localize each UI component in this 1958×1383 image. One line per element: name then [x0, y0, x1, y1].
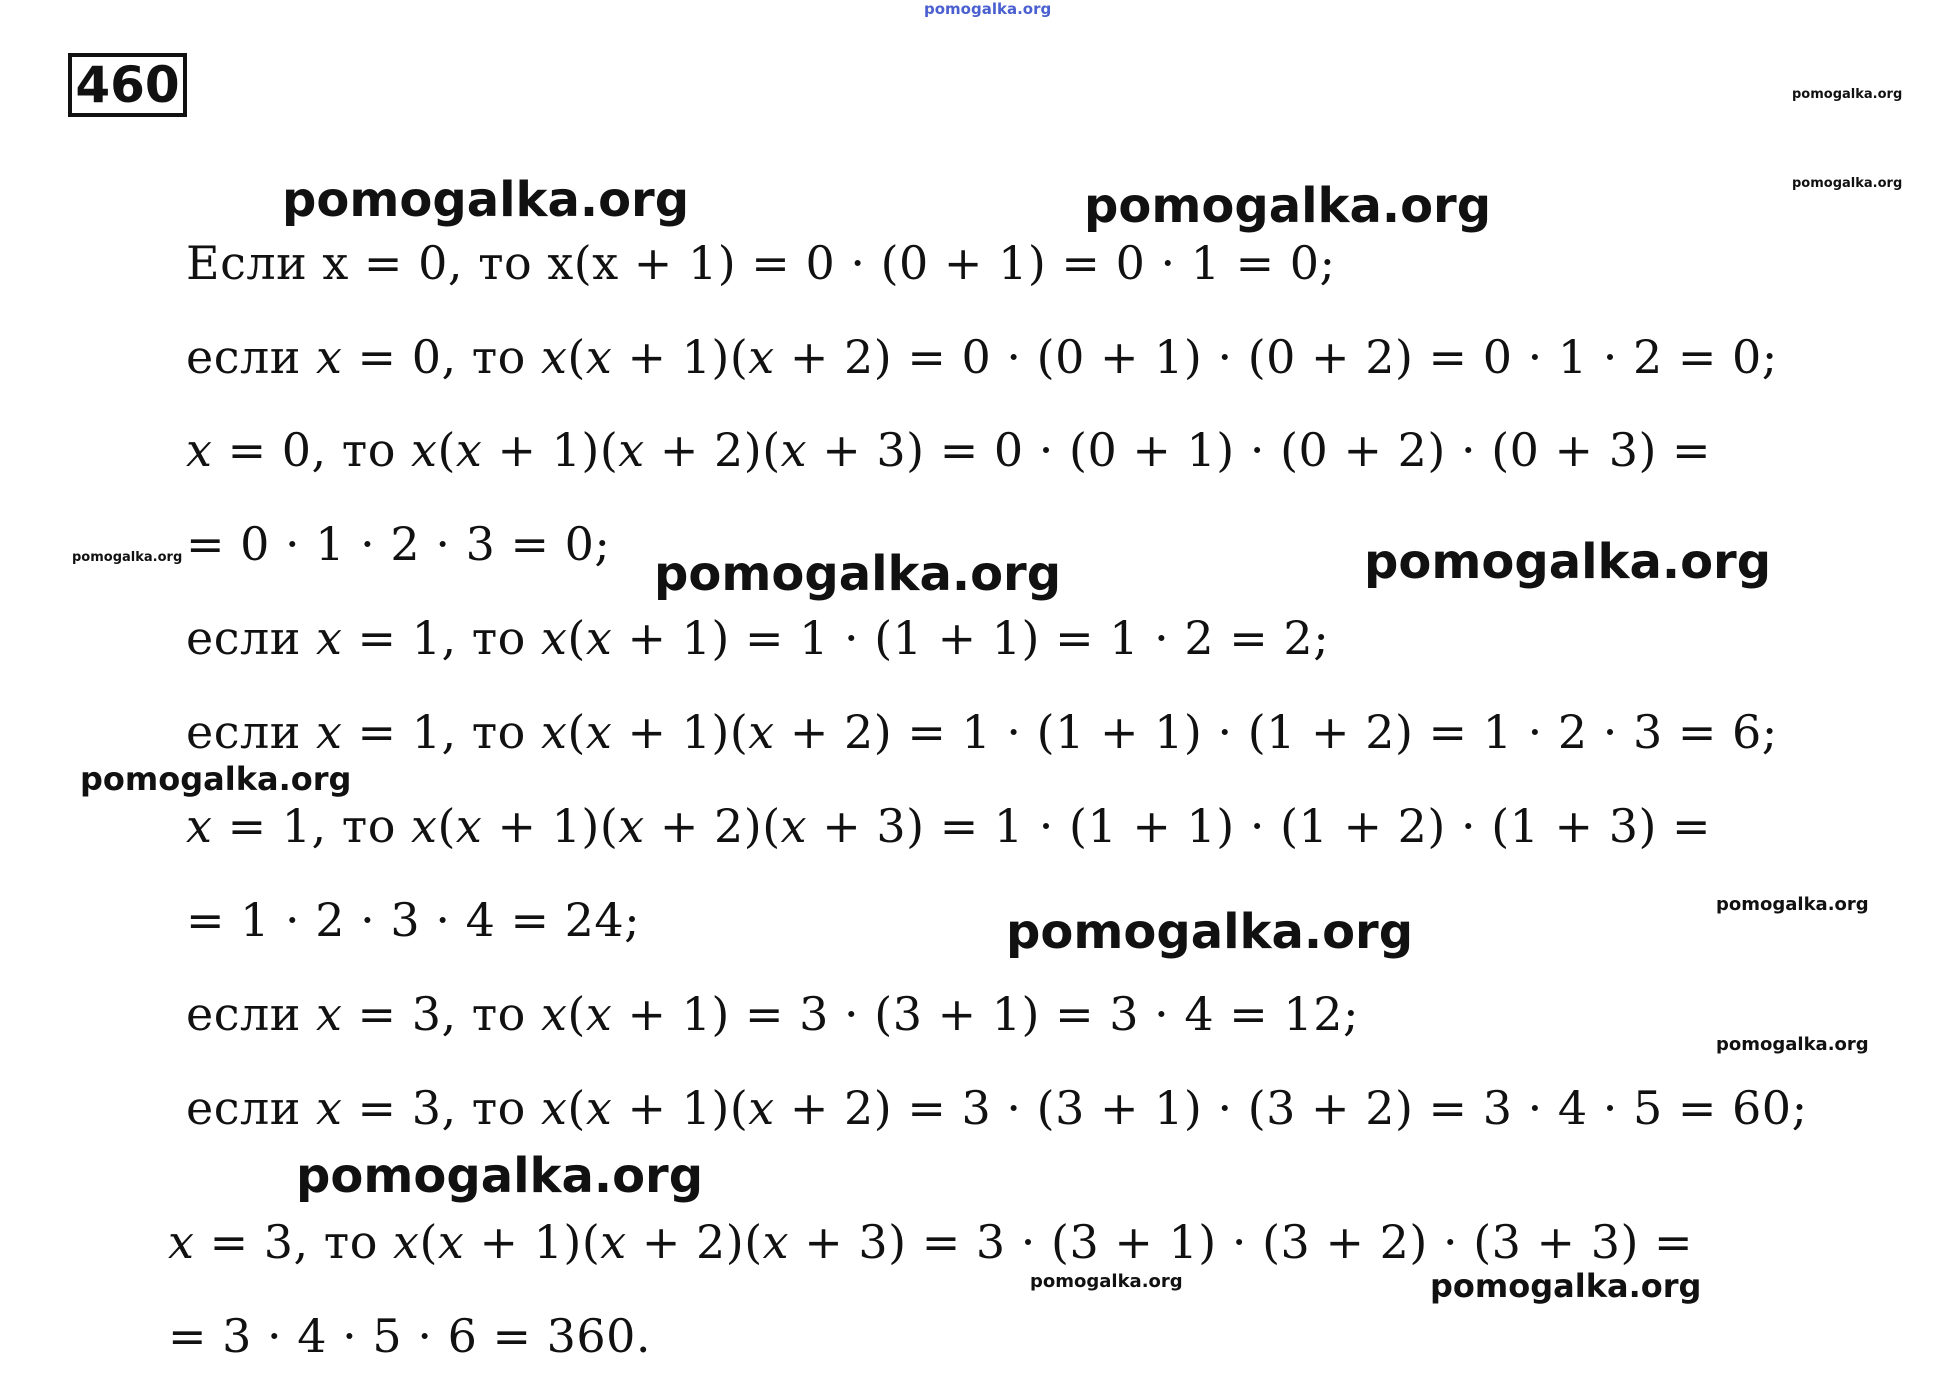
watermark-5: pomogalka.org — [80, 760, 352, 798]
watermark-small-5: pomogalka.org — [1716, 1034, 1869, 1055]
watermark-3: pomogalka.org — [654, 546, 1062, 602]
solution-line-1: Если x = 0, то x(x + 1) = 0 · (0 + 1) = 0 · 1 = 0; — [186, 236, 1336, 290]
solution-line-4: = 0 · 1 · 2 · 3 = 0; — [186, 517, 611, 571]
watermark-6: pomogalka.org — [1006, 904, 1414, 960]
watermark-small-3: pomogalka.org — [72, 550, 183, 565]
watermark-small-4: pomogalka.org — [1716, 894, 1869, 915]
watermark-1: pomogalka.org — [282, 172, 690, 228]
watermark-small-2: pomogalka.org — [1792, 176, 1903, 191]
watermark-8: pomogalka.org — [1430, 1267, 1702, 1305]
solution-line-8: = 1 · 2 · 3 · 4 = 24; — [186, 893, 641, 947]
solution-line-10: если 𝑥 = 3, то 𝑥(𝑥 + 1)(𝑥 + 2) = 3 · (3 + 1) · (3 + 2) = 3 · 4 · 5 = 60; — [186, 1081, 1808, 1135]
problem-number: 460 — [68, 53, 187, 117]
solution-line-12: = 3 · 4 · 5 · 6 = 360. — [168, 1309, 652, 1363]
watermark-small-6: pomogalka.org — [1030, 1271, 1183, 1292]
solution-line-2: если 𝑥 = 0, то 𝑥(𝑥 + 1)(𝑥 + 2) = 0 · (0 + 1) · (0 + 2) = 0 · 1 · 2 = 0; — [186, 330, 1778, 384]
solution-line-11: 𝑥 = 3, то 𝑥(𝑥 + 1)(𝑥 + 2)(𝑥 + 3) = 3 · (3 + 1) · (3 + 2) · (3 + 3) = — [168, 1215, 1694, 1269]
watermark-4: pomogalka.org — [1364, 534, 1772, 590]
solution-line-5: если 𝑥 = 1, то 𝑥(𝑥 + 1) = 1 · (1 + 1) = 1 · 2 = 2; — [186, 611, 1330, 665]
watermark-7: pomogalka.org — [296, 1148, 704, 1204]
watermark-2: pomogalka.org — [1084, 178, 1492, 234]
solution-line-9: если 𝑥 = 3, то 𝑥(𝑥 + 1) = 3 · (3 + 1) = 3 · 4 = 12; — [186, 987, 1359, 1041]
solution-line-7: 𝑥 = 1, то 𝑥(𝑥 + 1)(𝑥 + 2)(𝑥 + 3) = 1 · (1 + 1) · (1 + 2) · (1 + 3) = — [186, 799, 1712, 853]
watermark-small-1: pomogalka.org — [1792, 87, 1903, 102]
watermark-top: pomogalka.org — [924, 0, 1052, 18]
solution-line-3: 𝑥 = 0, то 𝑥(𝑥 + 1)(𝑥 + 2)(𝑥 + 3) = 0 · (0 + 1) · (0 + 2) · (0 + 3) = — [186, 423, 1712, 477]
solution-line-6: если 𝑥 = 1, то 𝑥(𝑥 + 1)(𝑥 + 2) = 1 · (1 + 1) · (1 + 2) = 1 · 2 · 3 = 6; — [186, 705, 1778, 759]
